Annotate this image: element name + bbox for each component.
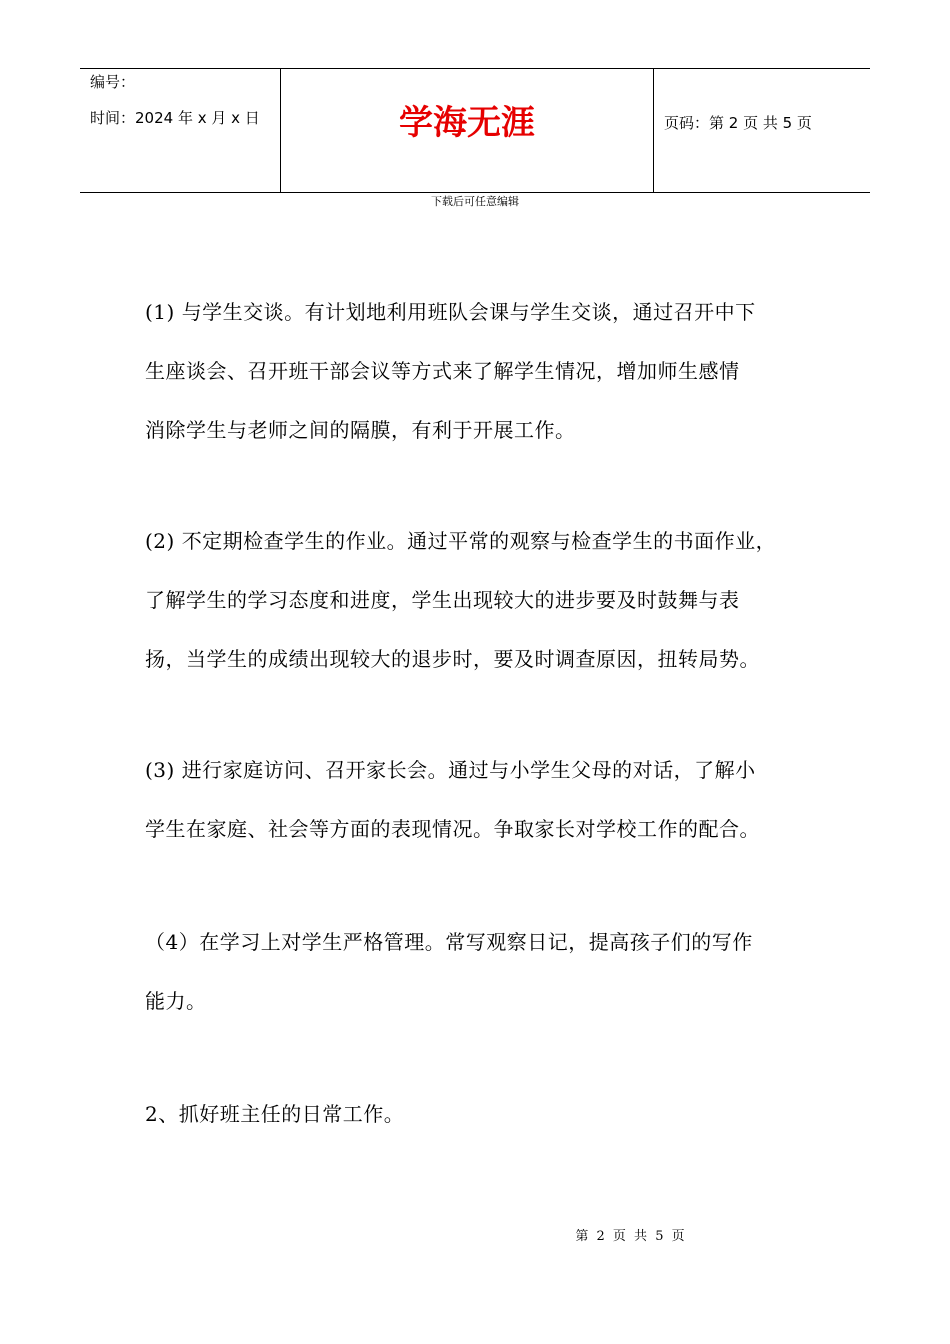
- header-page-indicator: 页码：第 2 页 共 5 页: [664, 114, 812, 132]
- paragraph-line: （4）在学习上对学生严格管理。常写观察日记，提高孩子们的写作: [145, 930, 753, 954]
- paragraph-line: 2、抓好班主任的日常工作。: [145, 1102, 405, 1126]
- paragraph-line: 了解学生的学习态度和进度，学生出现较大的进步要及时鼓舞与表: [145, 588, 740, 612]
- document-number-label: 编号：: [90, 73, 136, 91]
- paragraph-line: 生座谈会、召开班干部会议等方式来了解学生情况，增加师生感情: [145, 359, 740, 383]
- page-footer: 第 2 页 共 5 页: [575, 1229, 687, 1244]
- paragraph-2: [145, 512, 815, 689]
- paragraph-4: [145, 913, 815, 1031]
- paragraph-line: 消除学生与老师之间的隔膜，有利于开展工作。: [145, 418, 576, 442]
- paragraph-line: (3) 进行家庭访问、召开家长会。通过与小学生父母的对话，了解小: [145, 758, 756, 782]
- paragraph-line: (2) 不定期检查学生的作业。通过平常的观察与检查学生的书面作业，: [145, 529, 777, 553]
- document-title: 学海无涯: [399, 103, 535, 143]
- document-header-table: [80, 68, 870, 193]
- document-date-label: 时间：2024 年 x 月 x 日: [90, 109, 260, 127]
- paragraph-1: [145, 283, 815, 460]
- paragraph-line: 扬，当学生的成绩出现较大的退步时，要及时调查原因，扭转局势。: [145, 647, 760, 671]
- paragraph-3: [145, 741, 815, 859]
- edit-note: 下载后可任意编辑: [431, 195, 519, 208]
- header-divider-right: [653, 69, 654, 193]
- paragraph-line: 能力。: [145, 989, 207, 1013]
- paragraph-5: [145, 1085, 815, 1144]
- paragraph-line: 学生在家庭、社会等方面的表现情况。争取家长对学校工作的配合。: [145, 817, 760, 841]
- paragraph-line: (1) 与学生交谈。有计划地利用班队会课与学生交谈，通过召开中下: [145, 300, 756, 324]
